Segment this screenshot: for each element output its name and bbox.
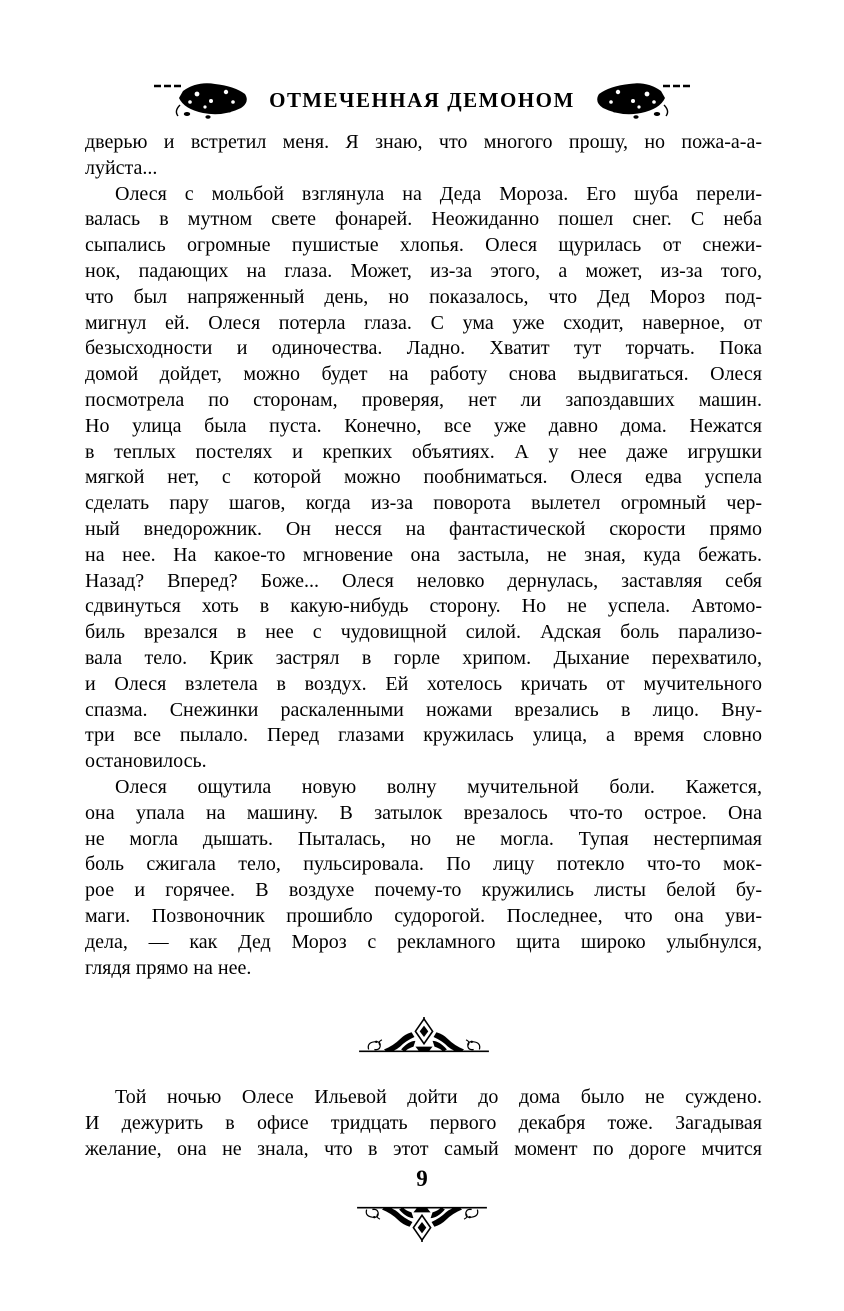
text-line: остановилось. <box>85 750 207 773</box>
page-number: 9 <box>416 1166 428 1191</box>
text-line: желание, она не знала, что в этот самый момент по дороге мчится <box>85 1137 762 1160</box>
text-line: вала тело. Крик застрял в горле хрипом. Дыхание перехватило, <box>85 646 762 669</box>
text-line: дверью и встретил меня. Я знаю, что многого прошу, но пожа-а-а- <box>85 131 762 153</box>
text-line: Назад? Вперед? Боже... Олеся неловко дернулась, заставляя себя <box>85 569 762 592</box>
floral-flourish-icon <box>591 80 691 120</box>
text-line: сдвинуться хоть в какую-нибудь сторону. Но не успела. Автомо- <box>85 595 762 618</box>
text-line: Олеся с мольбой взглянула на Деда Мороза. Его шуба перели- <box>115 182 762 205</box>
text-line: боль сжигала тело, пульсировала. По лицу потекло что-то мок- <box>85 853 762 876</box>
text-line: глядя прямо на нее. <box>85 956 252 979</box>
text-line: сделать пару шагов, когда из-за поворота вылетел огромный чер- <box>85 492 762 515</box>
text-line: Олеся ощутила новую волну мучительной боли. Кажется, <box>115 775 762 798</box>
text-section <box>85 1085 762 1162</box>
footer-ornament <box>355 1200 489 1242</box>
section-divider <box>357 1017 491 1059</box>
text-line: не могла дышать. Пыталась, но не могла. Тупая нестерпимая <box>85 827 762 850</box>
text-line: и Олеся взлетела в воздух. Ей хотелось кричать от мучительного <box>85 672 762 695</box>
text-line: спазма. Снежинки раскаленными ножами врезались в лицо. Вну- <box>85 698 762 721</box>
text-line: Но улица была пуста. Конечно, все уже давно дома. Нежатся <box>85 414 762 437</box>
text-line: в теплых постелях и крепких объятиях. А у нее даже игрушки <box>85 440 762 463</box>
body-text <box>85 130 762 1163</box>
text-line: маги. Позвоночник прошибло судорогой. Последнее, что она уви- <box>85 904 762 927</box>
text-line: посмотрела по сторонам, проверяя, нет ли запоздавших машин. <box>85 388 762 411</box>
tailpiece-ornament-icon-inverted <box>355 1200 489 1242</box>
text-line: безысходности и одиночества. Ладно. Хватит тут торчать. Пока <box>85 337 762 360</box>
text-line: три все пылало. Перед глазами кружилась улица, а время словно <box>85 724 762 747</box>
text-line: И дежурить в офисе тридцать первого декабря тоже. Загадывая <box>85 1112 762 1135</box>
page-header <box>0 80 844 120</box>
text-line: нок, падающих на глаза. Может, из-за этого, а может, из-за того, <box>85 259 762 282</box>
text-line: дела, — как Дед Мороз с рекламного щита широко улыбнулся, <box>85 930 762 953</box>
tailpiece-ornament-icon <box>357 1017 491 1059</box>
text-line: на нее. На какое-то мгновение она застыла, не зная, куда бежать. <box>85 543 762 566</box>
text-line: она упала на машину. В затылок врезалось что-то острое. Она <box>85 801 762 824</box>
text-line: сыпались огромные пушистые хлопья. Олеся щурилась от снежи- <box>85 234 762 257</box>
text-line: валась в мутном свете фонарей. Неожиданно пошел снег. С неба <box>85 208 762 231</box>
floral-flourish-icon <box>153 80 253 120</box>
text-line: домой дойдет, можно будет на работу снова выдвигаться. Олеся <box>85 363 762 386</box>
text-line: луйста... <box>85 156 158 179</box>
text-line: что был напряженный день, но показалось, что Дед Мороз под- <box>85 285 762 308</box>
text-line: рое и горячее. В воздухе почему-то кружились листы белой бу- <box>85 879 762 902</box>
text-line: мягкой нет, с которой можно пообниматься. Олеся едва успела <box>85 466 762 489</box>
text-line: Той ночью Олесе Ильевой дойти до дома было не суждено. <box>115 1086 762 1109</box>
text-line: ный внедорожник. Он несся на фантастической скорости прямо <box>85 517 762 540</box>
text-line: биль врезался в нее с чудовищной силой. Адская боль парализо- <box>85 621 762 644</box>
text-section <box>85 130 762 981</box>
running-head-title: ОТМЕЧЕННАЯ ДЕМОНОМ <box>269 87 575 112</box>
text-line: мигнул ей. Олеся потерла глаза. С ума уже сходит, наверное, от <box>85 311 762 334</box>
